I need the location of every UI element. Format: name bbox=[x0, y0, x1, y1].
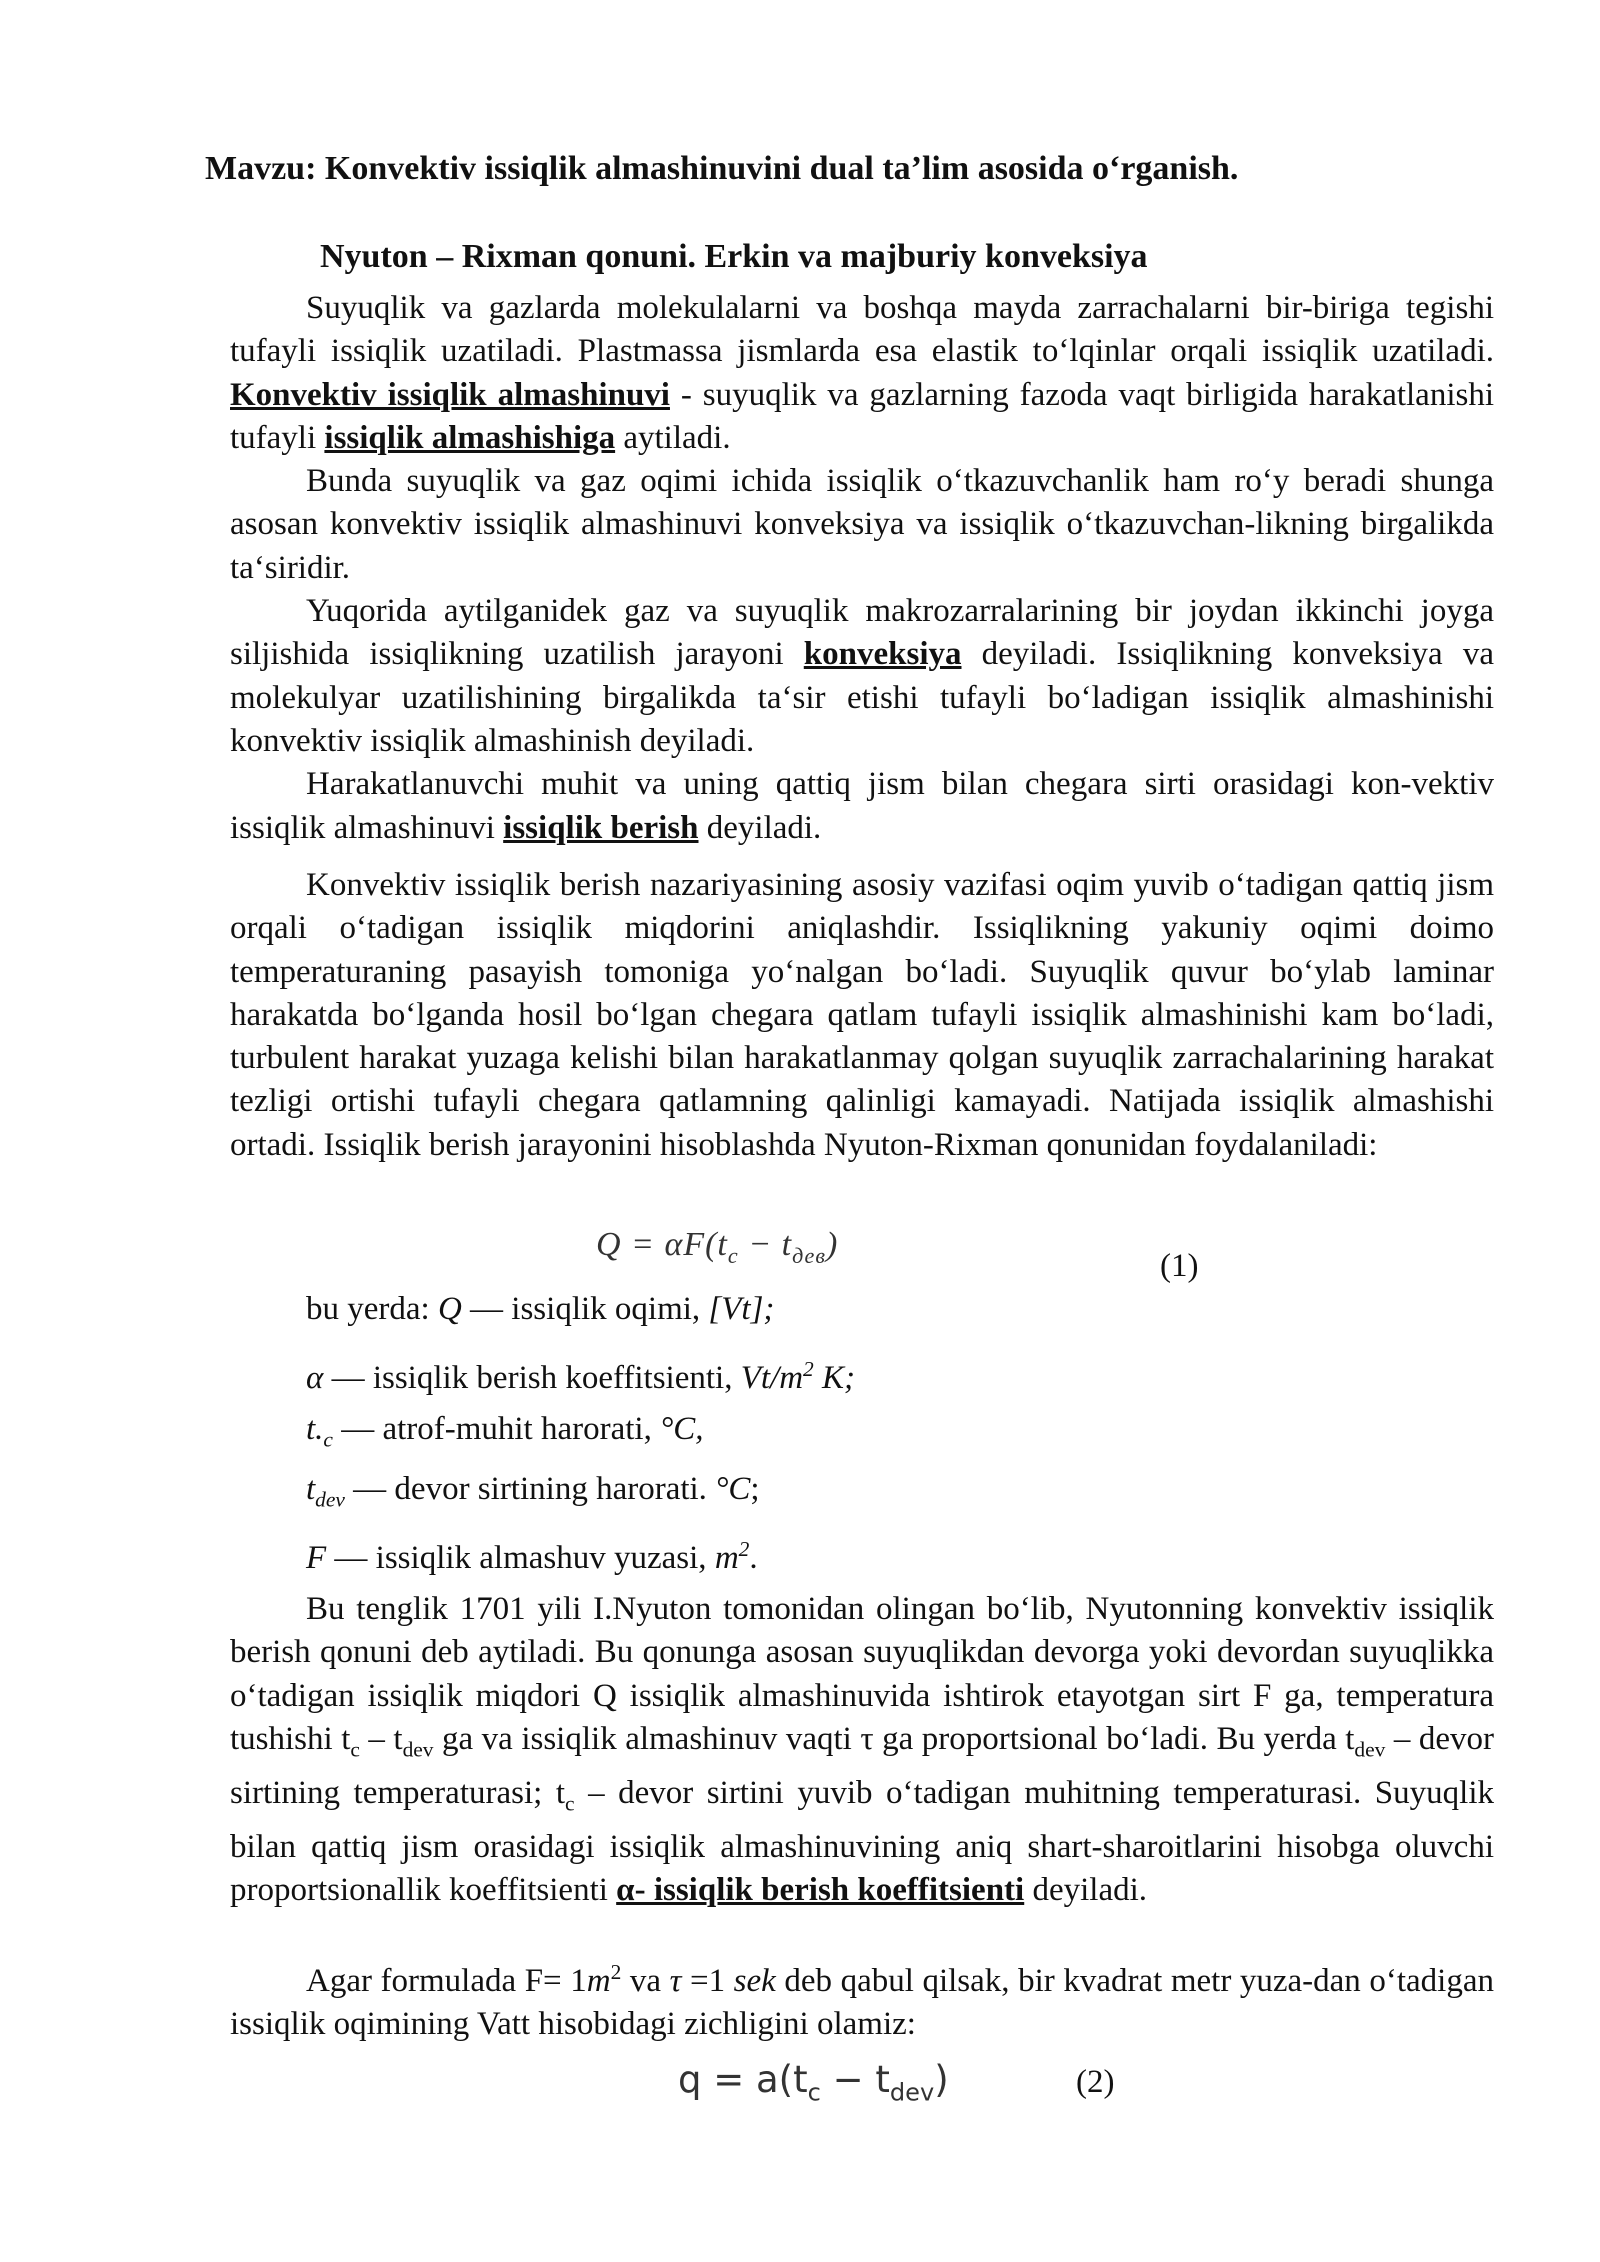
paragraph-7: Agar formulada $F= 1m^2$ va τ =1 sek deb qabul qilsak, bir kvadrat metr yuza-dan o‘tadigan issiqlik oqimining Vatt hisobidagi zichligini olamiz: bbox=[230, 1960, 1494, 2043]
term-konvektiv: Konvektiv issiqlik almashinuvi bbox=[230, 376, 670, 413]
document-title: Mavzu: Konvektiv issiqlik almashinuvini dual ta’lim asosida o‘rganish. bbox=[205, 150, 1239, 187]
newton-law-paragraph bbox=[230, 1588, 1494, 1912]
term-issiqlik-almashishi: issiqlik almashishiga bbox=[324, 419, 616, 456]
variable-definitions bbox=[306, 1288, 855, 1588]
definition-alpha: α — issiqlik berish koeffitsienti, $Vt/m^2$ K; bbox=[306, 1357, 855, 1396]
formula-newton-richmann: $Q = \alpha F(t_c - t_{дев})$ bbox=[596, 1226, 839, 1268]
equation-number-1: (1) bbox=[1160, 1248, 1199, 1284]
formula-heat-flux-density: $q = a(t_c - t_{dev})$ bbox=[678, 2058, 949, 2107]
intro-paragraphs bbox=[230, 287, 1494, 850]
definition-tdev: $t_{dev}$ — devor sirtining harorati. °C; bbox=[306, 1471, 760, 1512]
definition-tc: $t._c$ — atrof-muhit harorati, °C, bbox=[306, 1411, 704, 1452]
definition-Q: bu yerda: Q — issiqlik oqimi, [Vt]; bbox=[306, 1291, 775, 1327]
paragraph-3: Yuqorida aytilganidek gaz va suyuqlik makrozarralarining bir joydan ikkinchi joyga siljishida issiqlikning uzatilish jarayoni konveksiya deyiladi. Issiqlikning konveksiya va molekulyar uzatilishining birgalikda ta‘sir etishi tufayli bo‘ladigan issiqlik almashinishi konvektiv issiqlik almashinish deyiladi. bbox=[230, 593, 1494, 759]
heat-flux-paragraph bbox=[230, 1951, 1494, 2047]
term-alpha-koeffitsient: α- issiqlik berish koeffitsienti bbox=[616, 1871, 1025, 1908]
paragraph-4: Harakatlanuvchi muhit va uning qattiq jism bilan chegara sirti orasidagi kon-vektiv issiqlik almashinuvi issiqlik berish deyiladi. bbox=[230, 766, 1494, 846]
definition-F: F — issiqlik almashuv yuzasi, $m^2$. bbox=[306, 1537, 758, 1576]
paragraph-5: Konvektiv issiqlik berish nazariyasining asosiy vazifasi oqim yuvib o‘tadigan qattiq jism orqali o‘tadigan issiqlik miqdorini aniqlashdir. Issiqlikning yakuniy oqimi doimo temperaturaning pasayish tomoniga yo‘nalgan bo‘ladi. Suyuqlik quvur bo‘ylab laminar harakatda bo‘lganda hosil bo‘lgan chegara qatlam tufayli issiqlik almashinishi kam bo‘ladi, turbulent harakat yuzaga kelishi bilan harakatlanmay qolgan suyuqlik zarrachalarining harakat tezligi ortishi tufayli chegara qatlamning qalinligi kamayadi. Natijada issiqlik almashishi ortadi. Issiqlik berish jarayonini hisoblashda Nyuton-Rixman qonunidan foydalaniladi: bbox=[230, 867, 1494, 1163]
paragraph-2: Bunda suyuqlik va gaz oqimi ichida issiqlik o‘tkazuvchanlik ham ro‘y beradi shunga asosan konvektiv issiqlik almashinuvi konveksiya va issiqlik o‘tkazuvchan-likning birgalikda ta‘siridir. bbox=[230, 463, 1494, 586]
paragraph-1: Suyuqlik va gazlarda molekulalarni va boshqa mayda zarrachalarni bir-biriga tegishi tufayli issiqlik uzatiladi. Plastmassa jismlarda esa elastik to‘lqinlar orqali issiqlik uzatiladi. Konvektiv issiqlik almashinuvi - suyuqlik va gazlarning fazoda vaqt birligida harakatlanishi tufayli issiqlik almashishiga aytiladi. bbox=[230, 290, 1495, 456]
theory-paragraph bbox=[230, 864, 1494, 1167]
paragraph-6: Bu tenglik 1701 yili I.Nyuton tomonidan olingan bo‘lib, Nyutonning konvektiv issiqlik berish qonuni deb aytiladi. Bu qonunga asosan suyuqlikdan devorga yoki devordan suyuqlikka o‘tadigan issiqlik miqdori Q issiqlik almashinuvida ishtirok etayotgan sirt F ga, temperatura tushishi $t_c - t_{dev}$ ga va issiqlik almashinuv vaqti τ ga proportsional bo‘ladi. Bu yerda $t_{dev}$ – devor sirtining temperaturasi; $t_c$ – devor sirtini yuvib o‘tadigan muhitning temperaturasi. Suyuqlik bilan qattiq jism orasidagi issiqlik almashinuvining aniq shart-sharoitlarini hisobga oluvchi proportsionallik koeffitsienti α- issiqlik berish koeffitsienti deyiladi. bbox=[230, 1591, 1495, 1908]
term-konveksiya: konveksiya bbox=[803, 636, 962, 673]
term-issiqlik-berish: issiqlik berish bbox=[503, 809, 699, 846]
equation-number-2: (2) bbox=[1076, 2064, 1115, 2100]
section-heading: Nyuton – Rixman qonuni. Erkin va majburiy konveksiya bbox=[320, 238, 1148, 275]
